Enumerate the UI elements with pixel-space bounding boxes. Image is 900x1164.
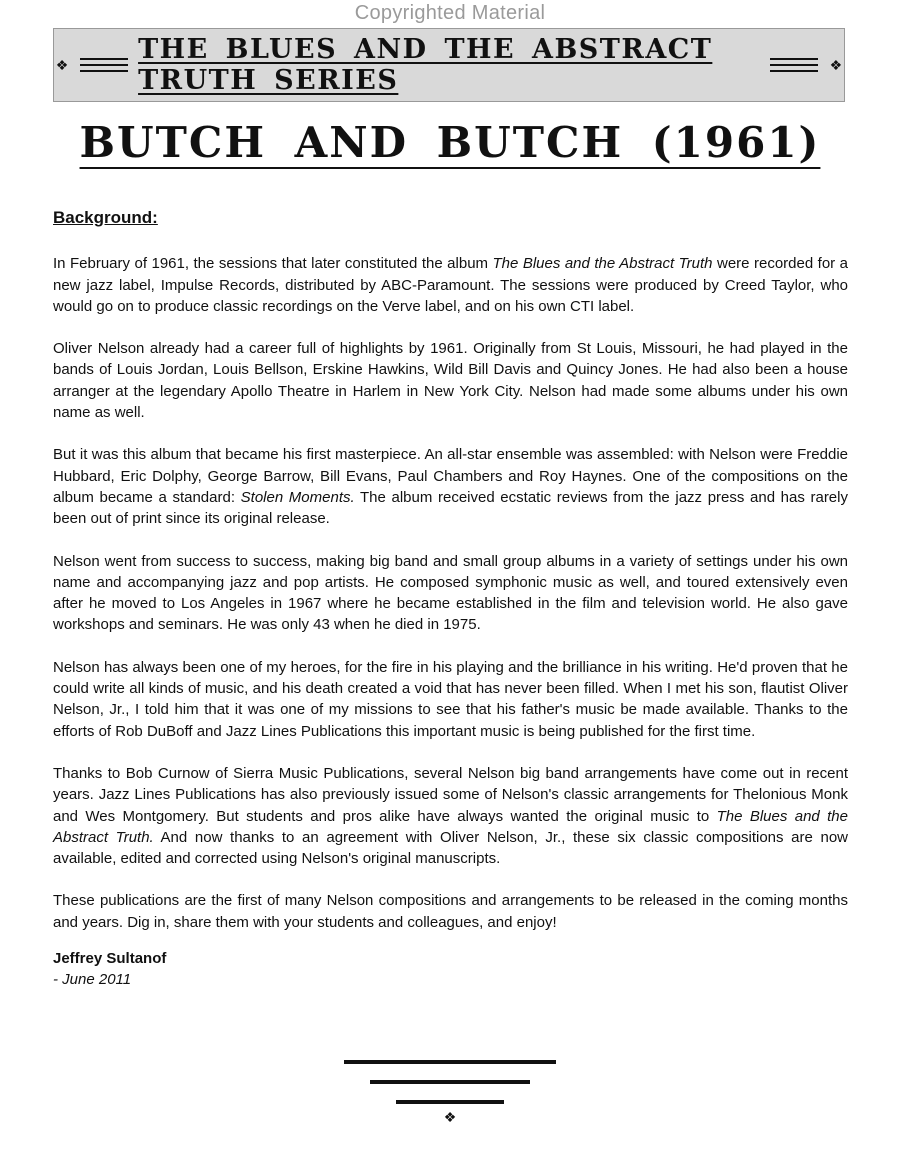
copyright-watermark: Copyrighted Material (354, 2, 546, 24)
paragraph-text: Oliver Nelson already had a career full of highlights by 1961. Originally from St Louis, Missouri, he had played in the bands of Louis Jordan, Louis Bellson, Erskine Hawkins, Wild Bill Davis and Quincy Jones. He had also been a house arranger at the legendary Apollo Theatre in Harlem in New York City. Nelson had made some albums under his own name as well. (53, 340, 848, 422)
ornament-rule (370, 1080, 530, 1084)
body-paragraph (53, 444, 848, 529)
signature-block (53, 948, 848, 991)
paragraph-text: were recorded for a new jazz label, Impulse Records, distributed by ABC-Paramount. The sessions were produced by Creed Taylor, who would go on to produce classic recordings on the Verve label, and on his own CTI label. (53, 255, 848, 315)
diamond-ornament-icon: ❖ (443, 1109, 457, 1125)
diamond-ornament-icon: ❖ (829, 56, 843, 73)
page-title (0, 118, 900, 167)
italic-title-text: Stolen Moments. (240, 488, 355, 506)
ornament-rule (344, 1060, 556, 1064)
ornament-rule (396, 1100, 504, 1104)
body-paragraph (53, 657, 848, 742)
body-paragraph (53, 338, 848, 423)
italic-title-text: The Blues and the Abstract Truth. (53, 807, 848, 846)
body-paragraph (53, 551, 848, 636)
signature-date: - June 2011 (53, 971, 132, 989)
body-paragraph (53, 253, 848, 317)
paragraph-text: And now thanks to an agreement with Oliver Nelson, Jr., these six classic compositions are now available, edited and corrected using Nelson's original manuscripts. (53, 828, 848, 868)
series-banner (53, 28, 845, 102)
body-paragraph (53, 890, 848, 933)
triple-rule-left (80, 58, 128, 72)
paragraph-text: In February of 1961, the sessions that later constituted the album (53, 255, 493, 273)
paragraph-text: Nelson has always been one of my heroes, for the fire in his playing and the brilliance in his writing. He'd proven that he could write all kinds of music, and his death created a void that has never been filled. When I met his son, flautist Oliver Nelson, Jr., I told him that it was one of my missions to see that his father's music be made available. Thanks to the efforts of Rob DuBoff and Jazz Lines Publications this important music is being published for the first time. (53, 658, 848, 740)
paragraph-text: These publications are the first of many Nelson compositions and arrangements to be released in the coming months and years. Dig in, share them with your students and colleagues, and enjoy! (53, 892, 848, 931)
italic-title-text: The Blues and the Abstract Truth (492, 255, 713, 273)
series-title: THE BLUES AND THE ABSTRACT TRUTH SERIES (138, 34, 713, 96)
paragraph-list (53, 253, 848, 933)
paragraph-text: The album received ecstatic reviews from the jazz press and has rarely been out of print since its original release. (53, 488, 848, 528)
paragraph-text: Nelson went from success to success, making big band and small group albums in a variety of settings under his own name and accompanying jazz and pop artists. He composed symphonic music as well, and toured extensively even after he moved to Los Angeles in 1967 where he became established in the film and television world. He also gave workshops and seminars. He was only 43 when he died in 1975. (53, 552, 848, 634)
body-paragraph (53, 763, 848, 869)
triple-rule-right (770, 58, 818, 72)
section-heading: Background: (53, 208, 158, 227)
closing-ornament (0, 1060, 900, 1126)
paragraph-text: But it was this album that became his first masterpiece. An all-star ensemble was assembled: with Nelson were Freddie Hubbard, Eric Dolphy, George Barrow, Bill Evans, Paul Chambers and Roy Haynes. One of the compositions on the album became a standard: (53, 446, 848, 506)
author-name: Jeffrey Sultanof (53, 950, 167, 968)
article-body (53, 207, 848, 991)
page-title-text: BUTCH AND BUTCH (1961) (79, 118, 821, 167)
paragraph-text: Thanks to Bob Curnow of Sierra Music Publications, several Nelson big band arrangements have come out in recent years. Jazz Lines Publications has also previously issued some of Nelson's classic arrangements for Thelonious Monk and Wes Montgomery. But students and pros alike have always wanted the original music to (53, 764, 848, 825)
diamond-ornament-icon: ❖ (55, 56, 69, 73)
